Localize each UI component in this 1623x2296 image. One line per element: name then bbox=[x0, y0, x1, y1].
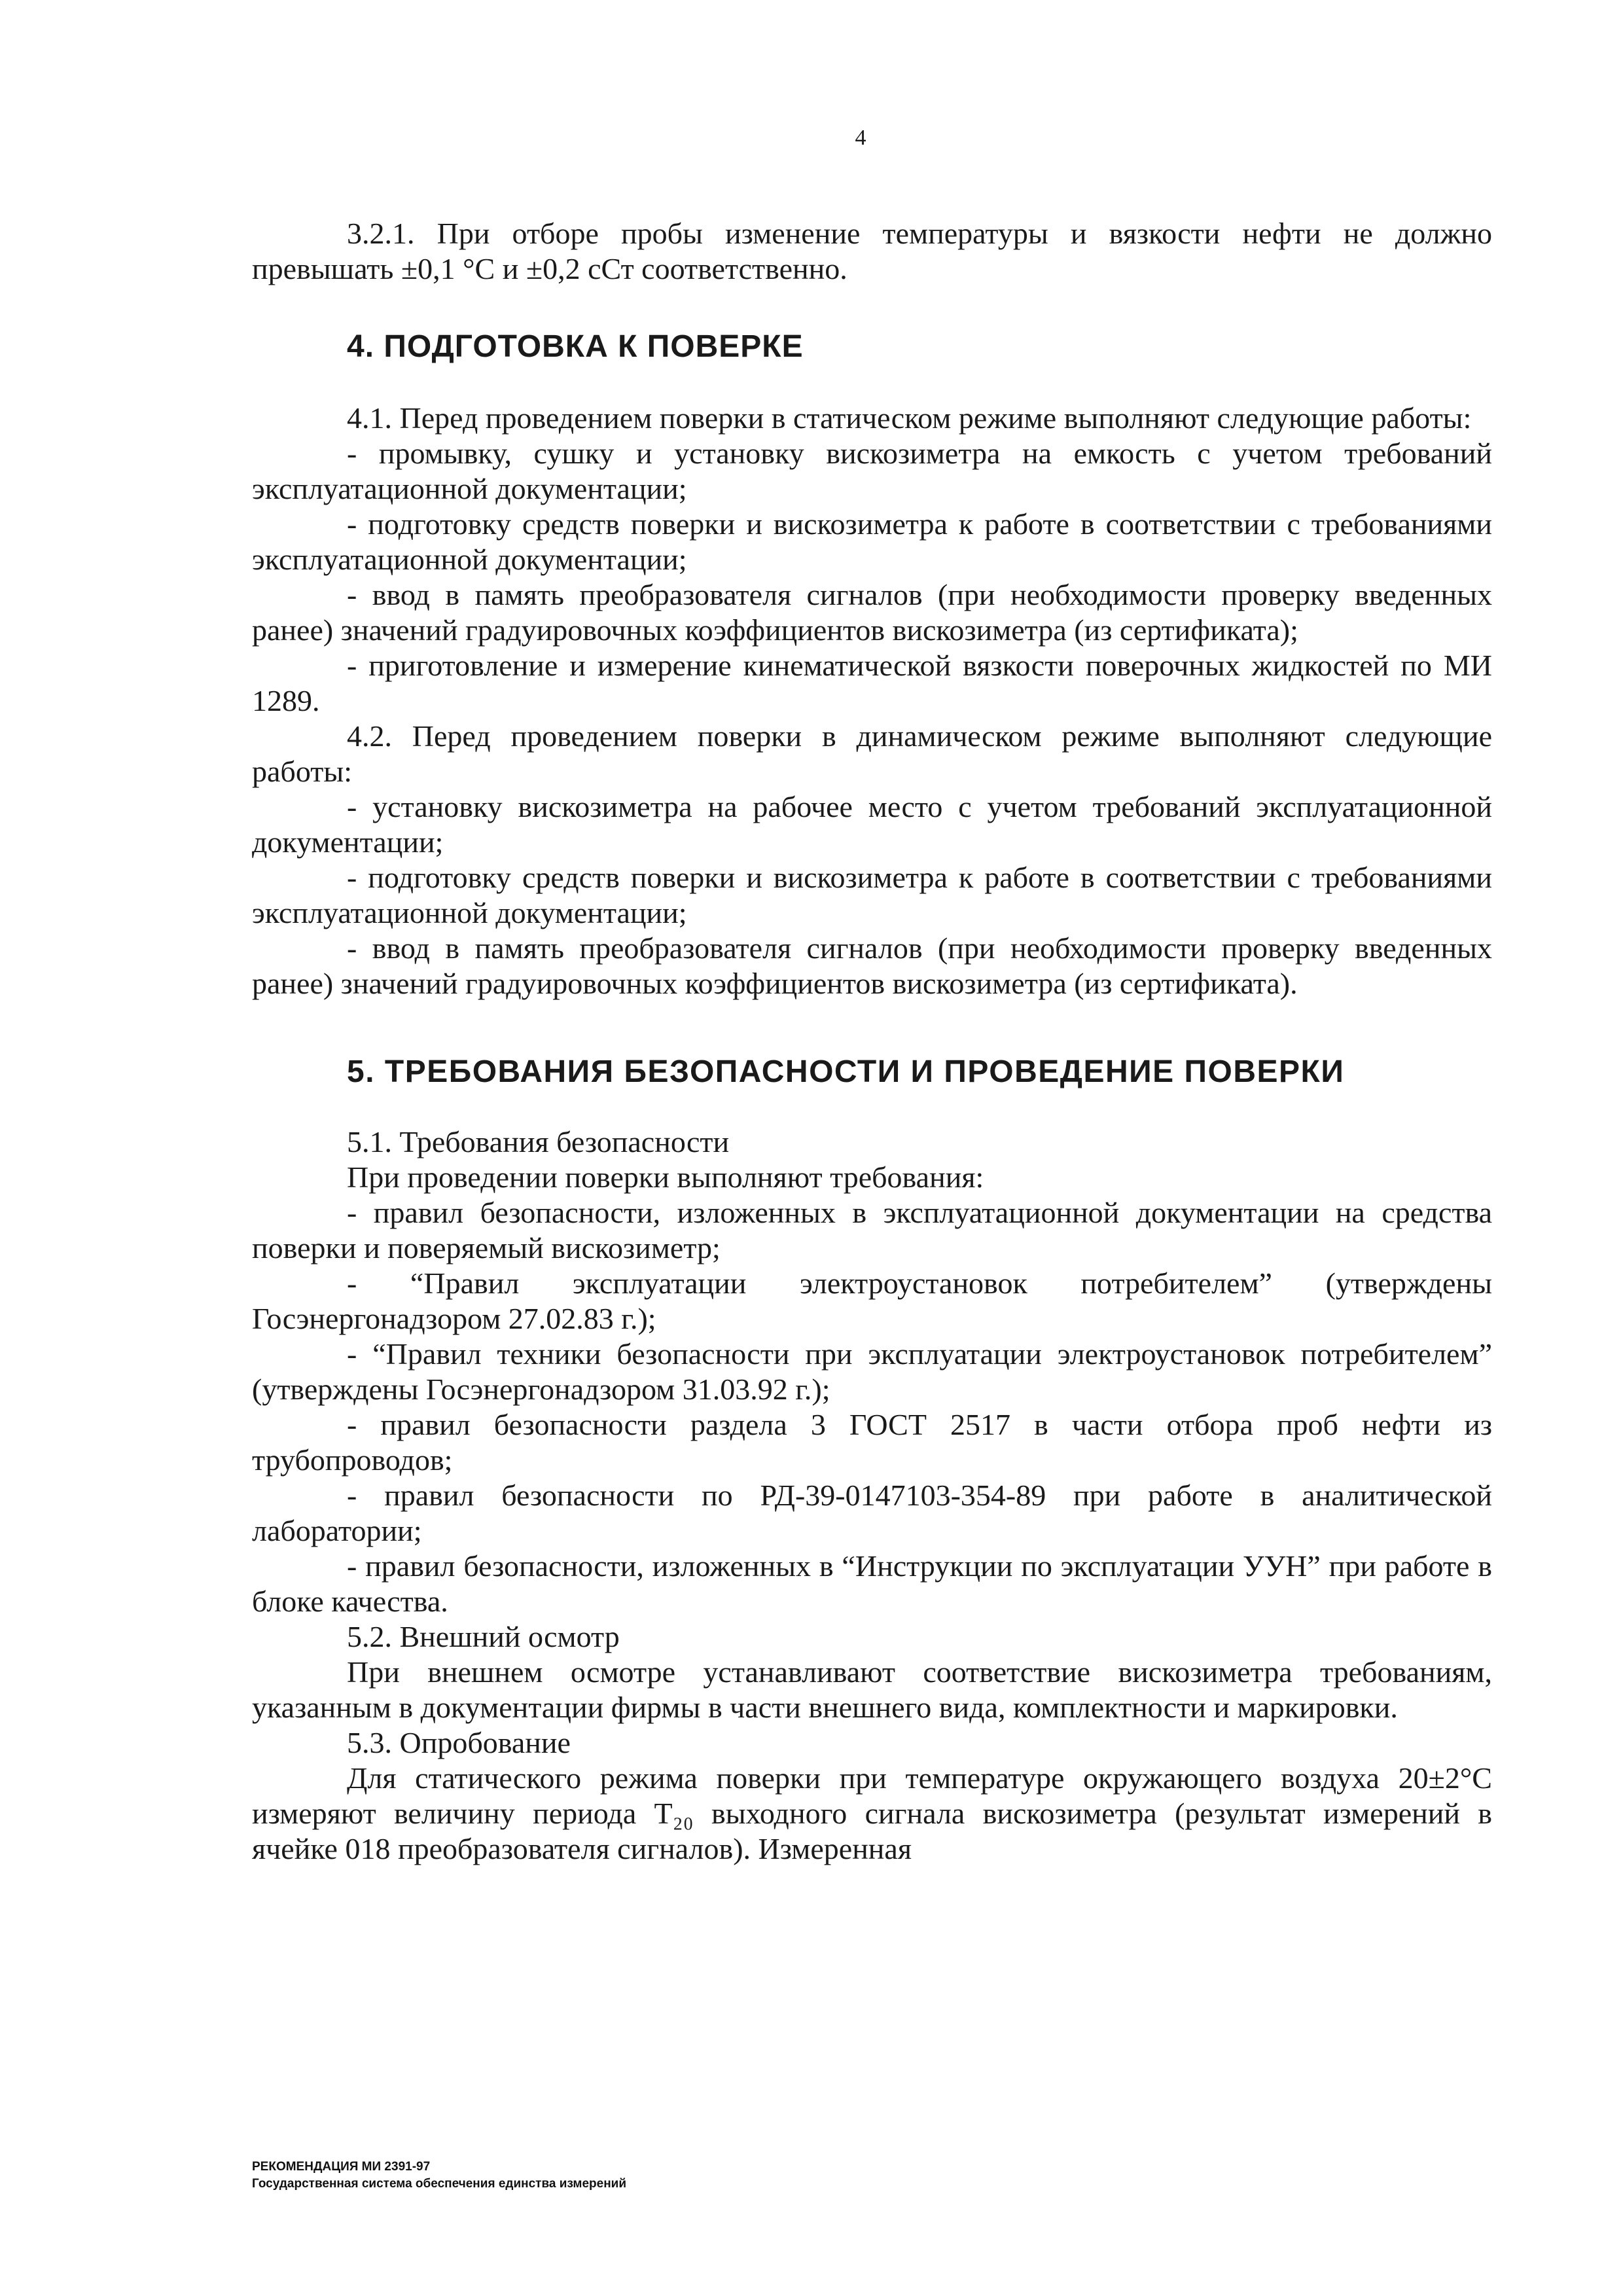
document-body bbox=[252, 216, 1492, 1867]
paragraph-4-2: 4.2. Перед проведением поверки в динамическом режиме выполняют следующие работы: bbox=[252, 719, 1492, 788]
paragraph-5-1-intro: При проведении поверки выполняют требования: bbox=[347, 1160, 984, 1194]
list-item: - “Правил техники безопасности при эксплуатации электроустановок потребителем” (утверждены Госэнергонадзором 31.03.92 г.); bbox=[252, 1337, 1492, 1406]
section-4-heading: 4. ПОДГОТОВКА К ПОВЕРКЕ bbox=[347, 329, 804, 364]
list-item: - ввод в память преобразователя сигналов (при необходимости проверку введенных ранее) значений градуировочных коэффициентов вискозиметра (из сертификата); bbox=[252, 578, 1492, 647]
list-item: - правил безопасности, изложенных в эксплуатационной документации на средства поверки и поверяемый вискозиметр; bbox=[252, 1196, 1492, 1265]
footer-system-name: Государственная система обеспечения единства измерений bbox=[252, 2177, 627, 2191]
paragraph-5-3: Для статического режима поверки при температуре окружающего воздуха 20±2°С измеряют величину периода Т₂₀ выходного сигнала вискозиметра (результат измерений в ячейке 018 преобразователя сигналов). Измеренная bbox=[252, 1761, 1492, 1865]
list-item: - правил безопасности по РД-39-0147103-354-89 при работе в аналитической лаборатории; bbox=[252, 1479, 1492, 1547]
list-item: - правил безопасности раздела 3 ГОСТ 2517 в части отбора проб нефти из трубопроводов; bbox=[252, 1408, 1492, 1477]
page-number: 4 bbox=[855, 126, 866, 150]
document-footer bbox=[252, 2159, 626, 2193]
list-item: - промывку, сушку и установку вискозиметра на емкость с учетом требований эксплуатационной документации; bbox=[252, 437, 1492, 505]
list-item: - “Правил эксплуатации электроустановок потребителем” (утверждены Госэнергонадзором 27.02.83 г.); bbox=[252, 1266, 1492, 1335]
list-item: - правил безопасности, изложенных в “Инструкции по эксплуатации УУН” при работе в блоке качества. bbox=[252, 1549, 1492, 1618]
list-item: - подготовку средств поверки и вискозиметра к работе в соответствии с требованиями эксплуатационной документации; bbox=[252, 861, 1492, 929]
list-item: - подготовку средств поверки и вискозиметра к работе в соответствии с требованиями эксплуатационной документации; bbox=[252, 507, 1492, 576]
section-5-heading: 5. ТРЕБОВАНИЯ БЕЗОПАСНОСТИ И ПРОВЕДЕНИЕ ПОВЕРКИ bbox=[347, 1054, 1345, 1089]
paragraph-3-2-1: 3.2.1. При отборе пробы изменение температуры и вязкости нефти не должно превышать ±0,1 °С и ±0,2 сСт соответственно. bbox=[252, 217, 1492, 285]
paragraph-5-2: При внешнем осмотре устанавливают соответствие вискозиметра требованиям, указанным в документации фирмы в части внешнего вида, комплектности и маркировки. bbox=[252, 1655, 1492, 1724]
subsection-5-2-title: 5.2. Внешний осмотр bbox=[347, 1620, 620, 1653]
list-item: - установку вискозиметра на рабочее место с учетом требований эксплуатационной документации; bbox=[252, 790, 1492, 859]
paragraph-4-1: 4.1. Перед проведением поверки в статическом режиме выполняют следующие работы: bbox=[347, 401, 1472, 435]
footer-recommendation: РЕКОМЕНДАЦИЯ МИ 2391-97 bbox=[252, 2160, 431, 2174]
list-item: - приготовление и измерение кинематической вязкости поверочных жидкостей по МИ 1289. bbox=[252, 649, 1492, 717]
subsection-5-3-title: 5.3. Опробование bbox=[347, 1726, 571, 1759]
list-item: - ввод в память преобразователя сигналов (при необходимости проверку введенных ранее) значений градуировочных коэффициентов вискозиметра (из сертификата). bbox=[252, 931, 1492, 1000]
subsection-5-1-title: 5.1. Требования безопасности bbox=[347, 1125, 730, 1158]
